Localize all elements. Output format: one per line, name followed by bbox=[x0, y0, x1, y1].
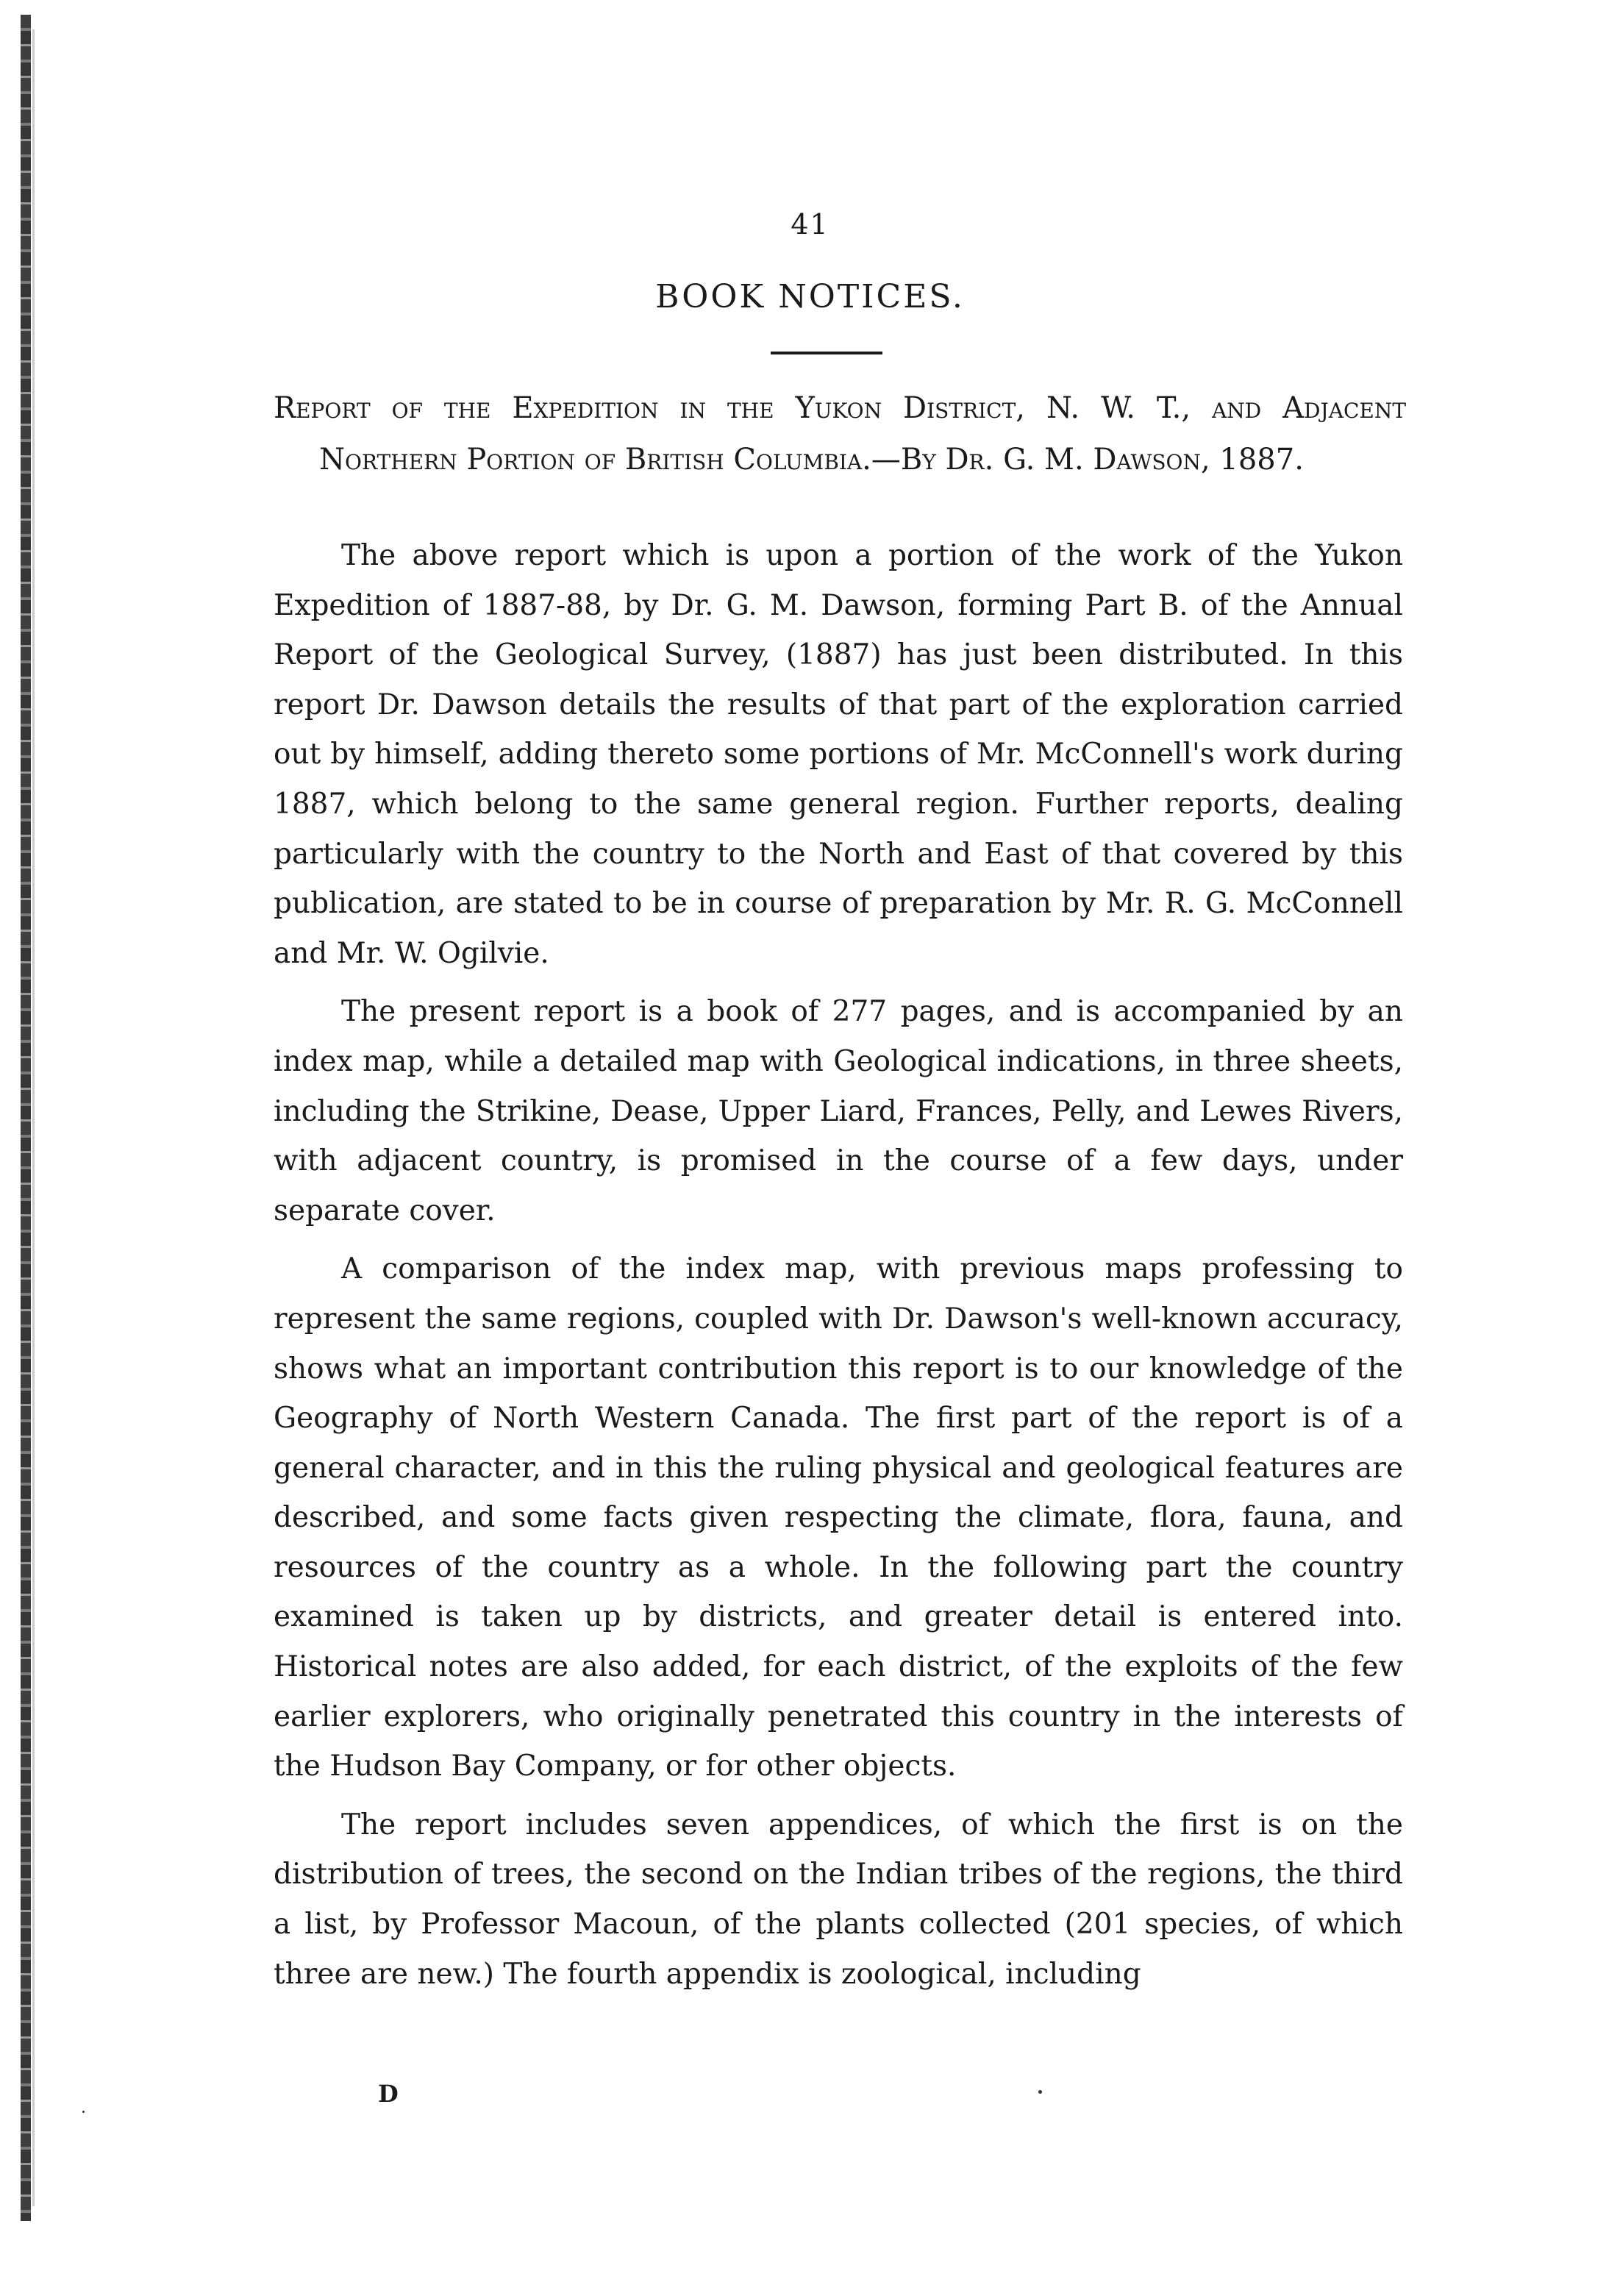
notice-heading bbox=[274, 382, 1406, 485]
section-title: BOOK NOTICES. bbox=[655, 278, 965, 315]
title-rule bbox=[771, 352, 882, 354]
paragraph-4: The report includes seven appendices, of which the first is on the distribution of trees, the second on the Indian tribes of the regions, the third a list, by Professor Macoun, of the plants collected (201 species, of which three are new.) The fourth appendix is zoological, including bbox=[274, 1808, 1403, 1991]
binding-shadow bbox=[32, 29, 35, 2206]
scan-speck bbox=[1038, 2090, 1042, 2094]
body-text bbox=[274, 531, 1403, 2008]
binding-edge bbox=[21, 15, 31, 2221]
paragraph-1: The above report which is upon a portion of the work of the Yukon Expedition of 1887-88, by Dr. G. M. Dawson, forming Part B. of the Annual Report of the Geological Survey, (1887) has just been distributed. In this report Dr. Dawson details the results of that part of the exploration carried out by himself, adding thereto some portions of Mr. McConnell's work during 1887, which belong to the same general region. Further reports, dealing particularly with the country to the North and East of that covered by this publication, are stated to be in course of preparation by Mr. R. G. McConnell and Mr. W. Ogilvie. bbox=[274, 539, 1403, 970]
page-number: 41 bbox=[791, 208, 829, 240]
paragraph-2: The present report is a book of 277 pages, and is accompanied by an index map, while a detailed map with Geological indications, in three sheets, including the Strikine, Dease, Upper Liard, Frances, Pelly, and Lewes Rivers, with adjacent country, is promised in the course of a few days, under separate cover. bbox=[274, 995, 1403, 1227]
notice-heading-text: Report of the Expedition in the Yukon District, N. W. T., and Adjacent Northern Portion of British Columbia.—By Dr. G. M. Dawson, 1887. bbox=[274, 391, 1406, 477]
scan-speck bbox=[82, 2111, 85, 2113]
paragraph-3: A comparison of the index map, with previous maps professing to represent the same regions, coupled with Dr. Dawson's well-known accuracy, shows what an important contribution this report is to our knowledge of the Geography of North Western Canada. The first part of the report is of a general character, and in this the ruling physical and geological features are described, and some facts given respecting the climate, flora, fauna, and resources of the country as a whole. In the following part the country examined is taken up by districts, and greater detail is entered into. Historical notes are also added, for each district, of the exploits of the few earlier explorers, who originally penetrated this country in the interests of the Hudson Bay Company, or for other objects. bbox=[274, 1252, 1403, 1783]
signature-mark: D bbox=[378, 2080, 400, 2108]
